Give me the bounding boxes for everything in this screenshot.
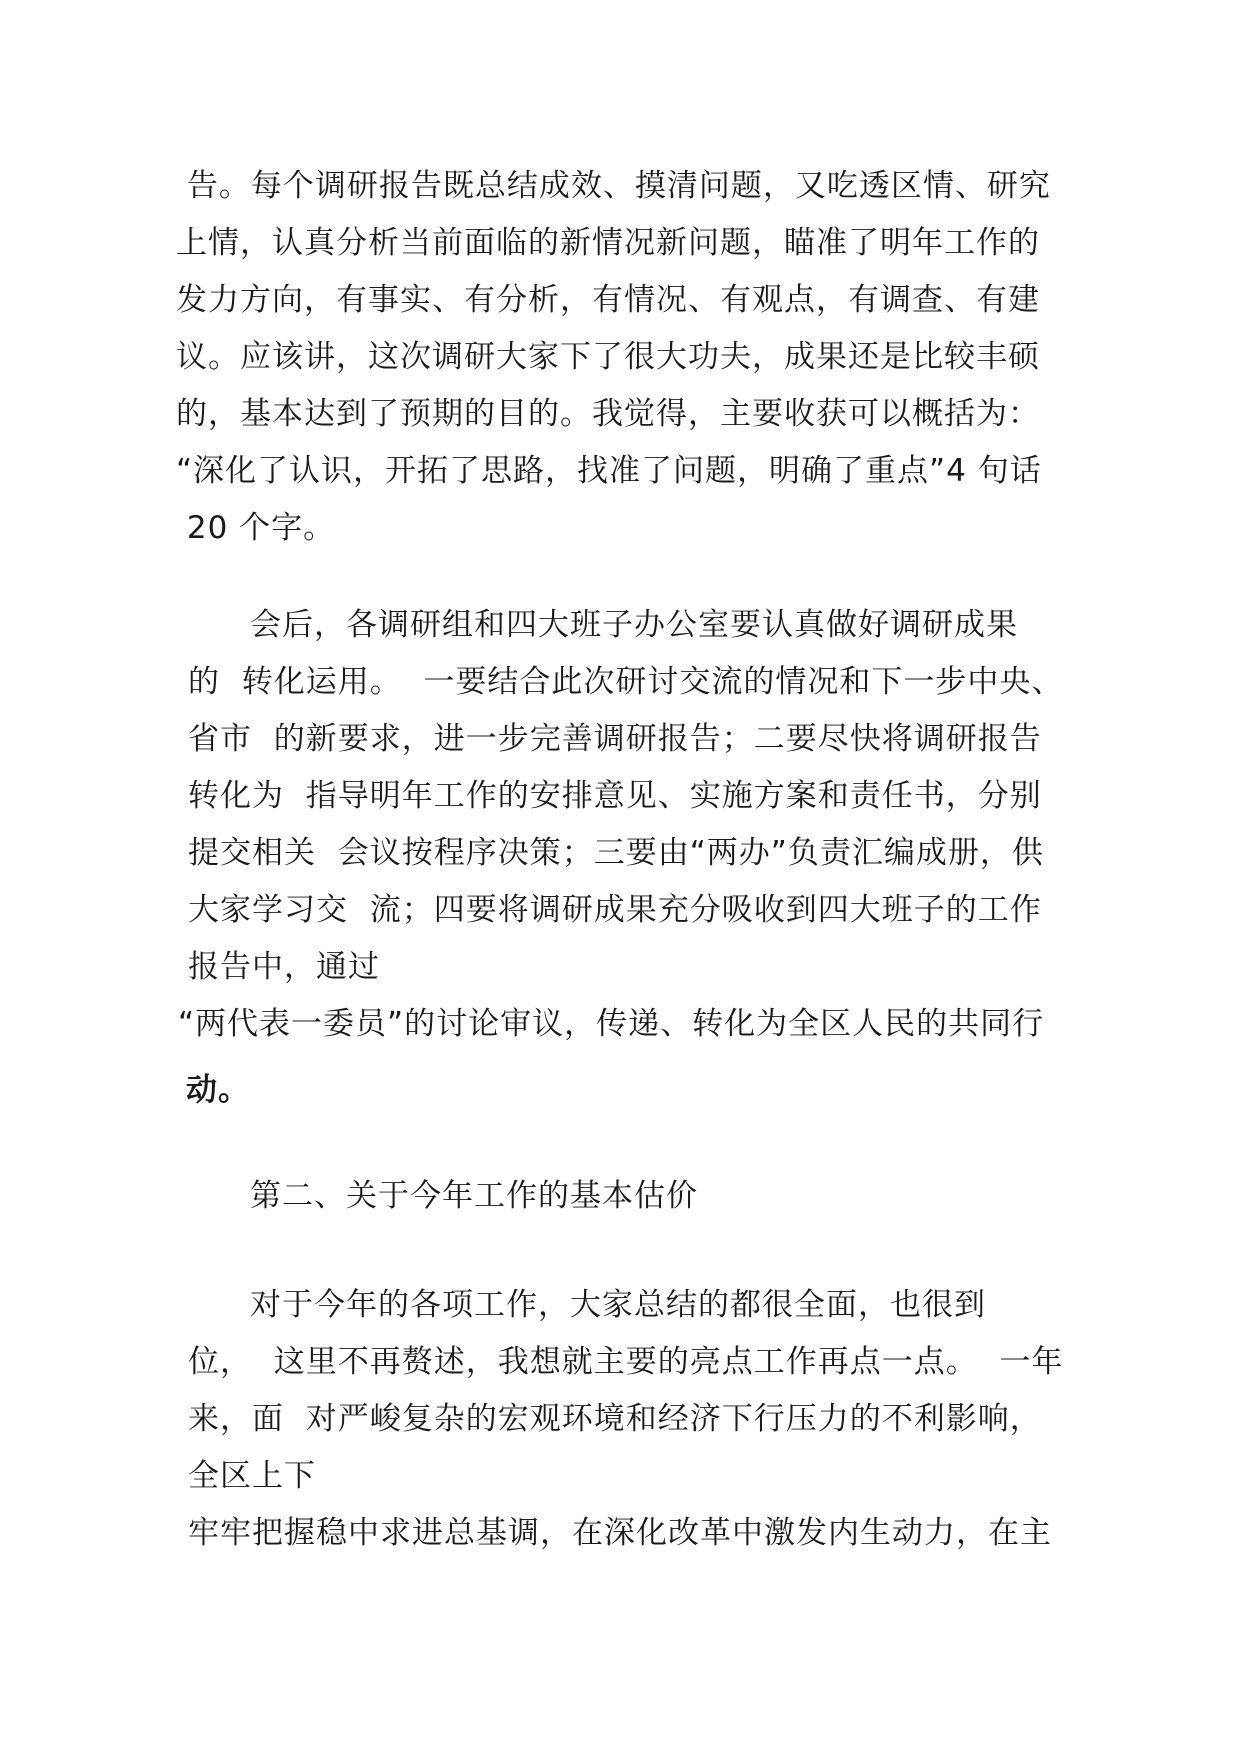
paragraph-2-line-1: 会后，各调研组和四大班子办公室要认真做好调研成果 [250,607,1018,643]
paragraph-1-line-5: 的，基本达到了预期的目的。我觉得，主要收获可以概括为： [176,396,1040,432]
paragraph-2-line-8: “两代表一委员”的讨论审议，传递、转化为全区人民的共同行 [178,1006,1045,1042]
paragraph-2-line-4: 转化为 指导明年工作的安排意见、实施方案和责任书，分别 [188,778,1042,814]
section-heading: 第二、关于今年工作的基本估价 [250,1178,698,1214]
paragraph-1-line-2: 上情，认真分析当前面临的新情况新问题，瞄准了明年工作的 [176,225,1040,261]
paragraph-1-line-1: 告。每个调研报告既总结成效、摸清问题，又吃透区情、研究 [176,168,1051,204]
paragraph-2-line-5: 提交相关 会议按程序决策；三要由“两办”负责汇编成册，供 [188,835,1044,871]
paragraph-3-line-2: 位， 这里不再赘述，我想就主要的亮点工作再点一点。 一年 [188,1344,1064,1380]
paragraph-3-line-3: 来，面 对严峻复杂的宏观环境和经济下行压力的不利影响， [188,1401,1042,1437]
paragraph-2-line-6: 大家学习交 流；四要将调研成果充分吸收到四大班子的工作 [188,892,1042,928]
paragraph-3-line-1: 对于今年的各项工作，大家总结的都很全面，也很到 [250,1287,986,1323]
paragraph-3-line-4: 全区上下 [188,1458,316,1494]
paragraph-1-line-7: 20 个字。 [176,510,336,546]
paragraph-2-line-2: 的 转化运用。 一要结合此次研讨交流的情况和下一步中央、 [188,664,1064,700]
paragraph-1-line-3: 发力方向，有事实、有分析，有情况、有观点，有调查、有建 [176,282,1040,318]
paragraph-3-line-5: 牢牢把握稳中求进总基调，在深化改革中激发内生动力，在主 [188,1515,1052,1551]
paragraph-2-line-7: 报告中，通过 [188,949,380,985]
paragraph-1-line-4: 议。应该讲，这次调研大家下了很大功夫，成果还是比较丰硕 [176,339,1040,375]
paragraph-1-line-6: “深化了认识，开拓了思路，找准了问题，明确了重点”4 句话 [176,453,1042,489]
paragraph-2-line-9: 动。 [186,1072,250,1108]
paragraph-2-line-3: 省市 的新要求，进一步完善调研报告；二要尽快将调研报告 [188,721,1042,757]
